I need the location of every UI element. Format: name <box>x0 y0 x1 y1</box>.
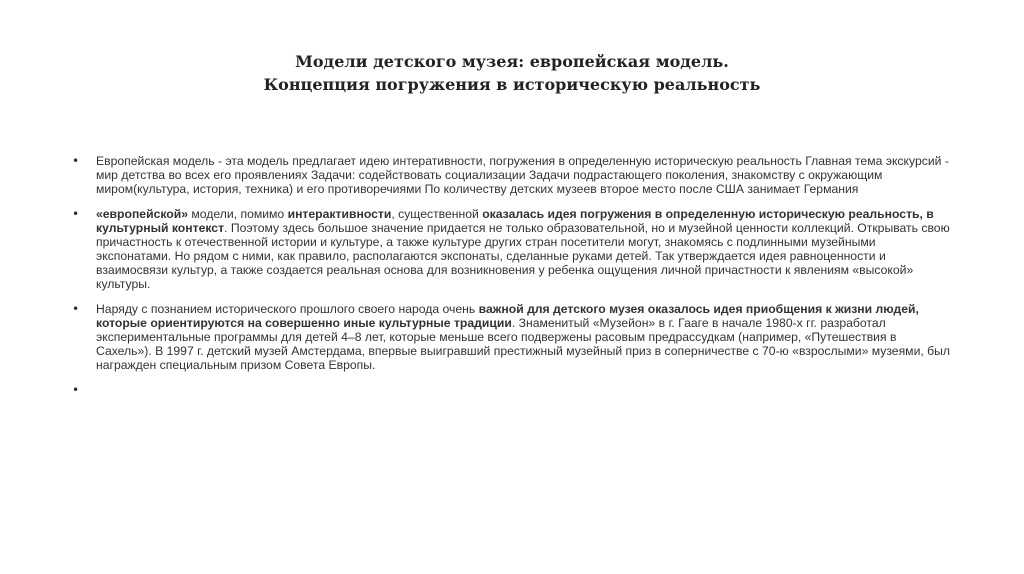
emphasis-text: оказалась идея погружения в определенную историческую реальность, в культурный контекст <box>96 207 934 235</box>
emphasis-text: важной для детского музея оказалось идея приобщения к жизни людей, которые ориентируются на совершенно иные культурные традиции <box>96 302 919 330</box>
bullet-item-cultural-traditions <box>72 302 952 372</box>
bullet-icon: • <box>72 207 80 221</box>
paragraph-text: , существенной <box>391 207 483 221</box>
emphasis-text: интерактивности <box>287 207 392 221</box>
bullet-icon: • <box>72 383 80 397</box>
bullet-icon: • <box>72 154 80 168</box>
paragraph-text: Наряду с познанием исторического прошлого своего народа очень <box>96 302 479 316</box>
title-line-1: Модели детского музея: европейская модель. <box>295 52 729 71</box>
bullet-list <box>72 154 952 397</box>
paragraph-text: . Знаменитый «Музейон» в г. Гааге в начале 1980-х гг. разработал экспериментальные программы для детей 4–8 лет, которые меньше всего подвержены расовым предрассудкам (например, «Путешествия в Сахель»). В 1997 г. детский музей Амстердама, впервые выигравший престижный музейный приз в соперничестве с 70-ю «взрослыми» музеями, был награжден специальным призом Совета Европы. <box>96 316 950 372</box>
paragraph-text: . Поэтому здесь большое значение придается не только образовательной, но и музейной ценности коллекций. Открывать свою причастность к отечественной истории и культуре, а также культуре других стран посетители могут, знакомясь с подлинными музейными экспонатами. Но рядом с ними, как правило, располагаются экспонаты, сделанные руками детей. Так утверждается идея равноценности и взаимосвязи культур, а также создается реальная основа для возникновения у ребенка ощущения личной причастности к явлениям «высокой» культуры. <box>96 221 950 291</box>
bullet-item-interactivity <box>72 207 952 291</box>
bullet-item-empty <box>72 383 952 397</box>
bullet-icon: • <box>72 302 80 316</box>
bullet-item-european-model <box>72 154 952 196</box>
emphasis-text: «европейской» <box>96 207 189 221</box>
paragraph-text: Европейская модель - эта модель предлагает идею интеративности, погружения в определенную историческую реальность Главная тема экскурсий - мир детства во всех его проявлениях Задачи: содействовать социализации Задачи подрастающего поколения, знакомству с окружающим миром(культура, история, техника) и его противоречиями По количеству детских музеев второе место после США занимает Германия <box>96 154 949 196</box>
paragraph-text: модели, помимо <box>188 207 288 221</box>
title-line-2: Концепция погружения в историческую реальность <box>263 75 761 94</box>
slide-title <box>150 50 874 96</box>
